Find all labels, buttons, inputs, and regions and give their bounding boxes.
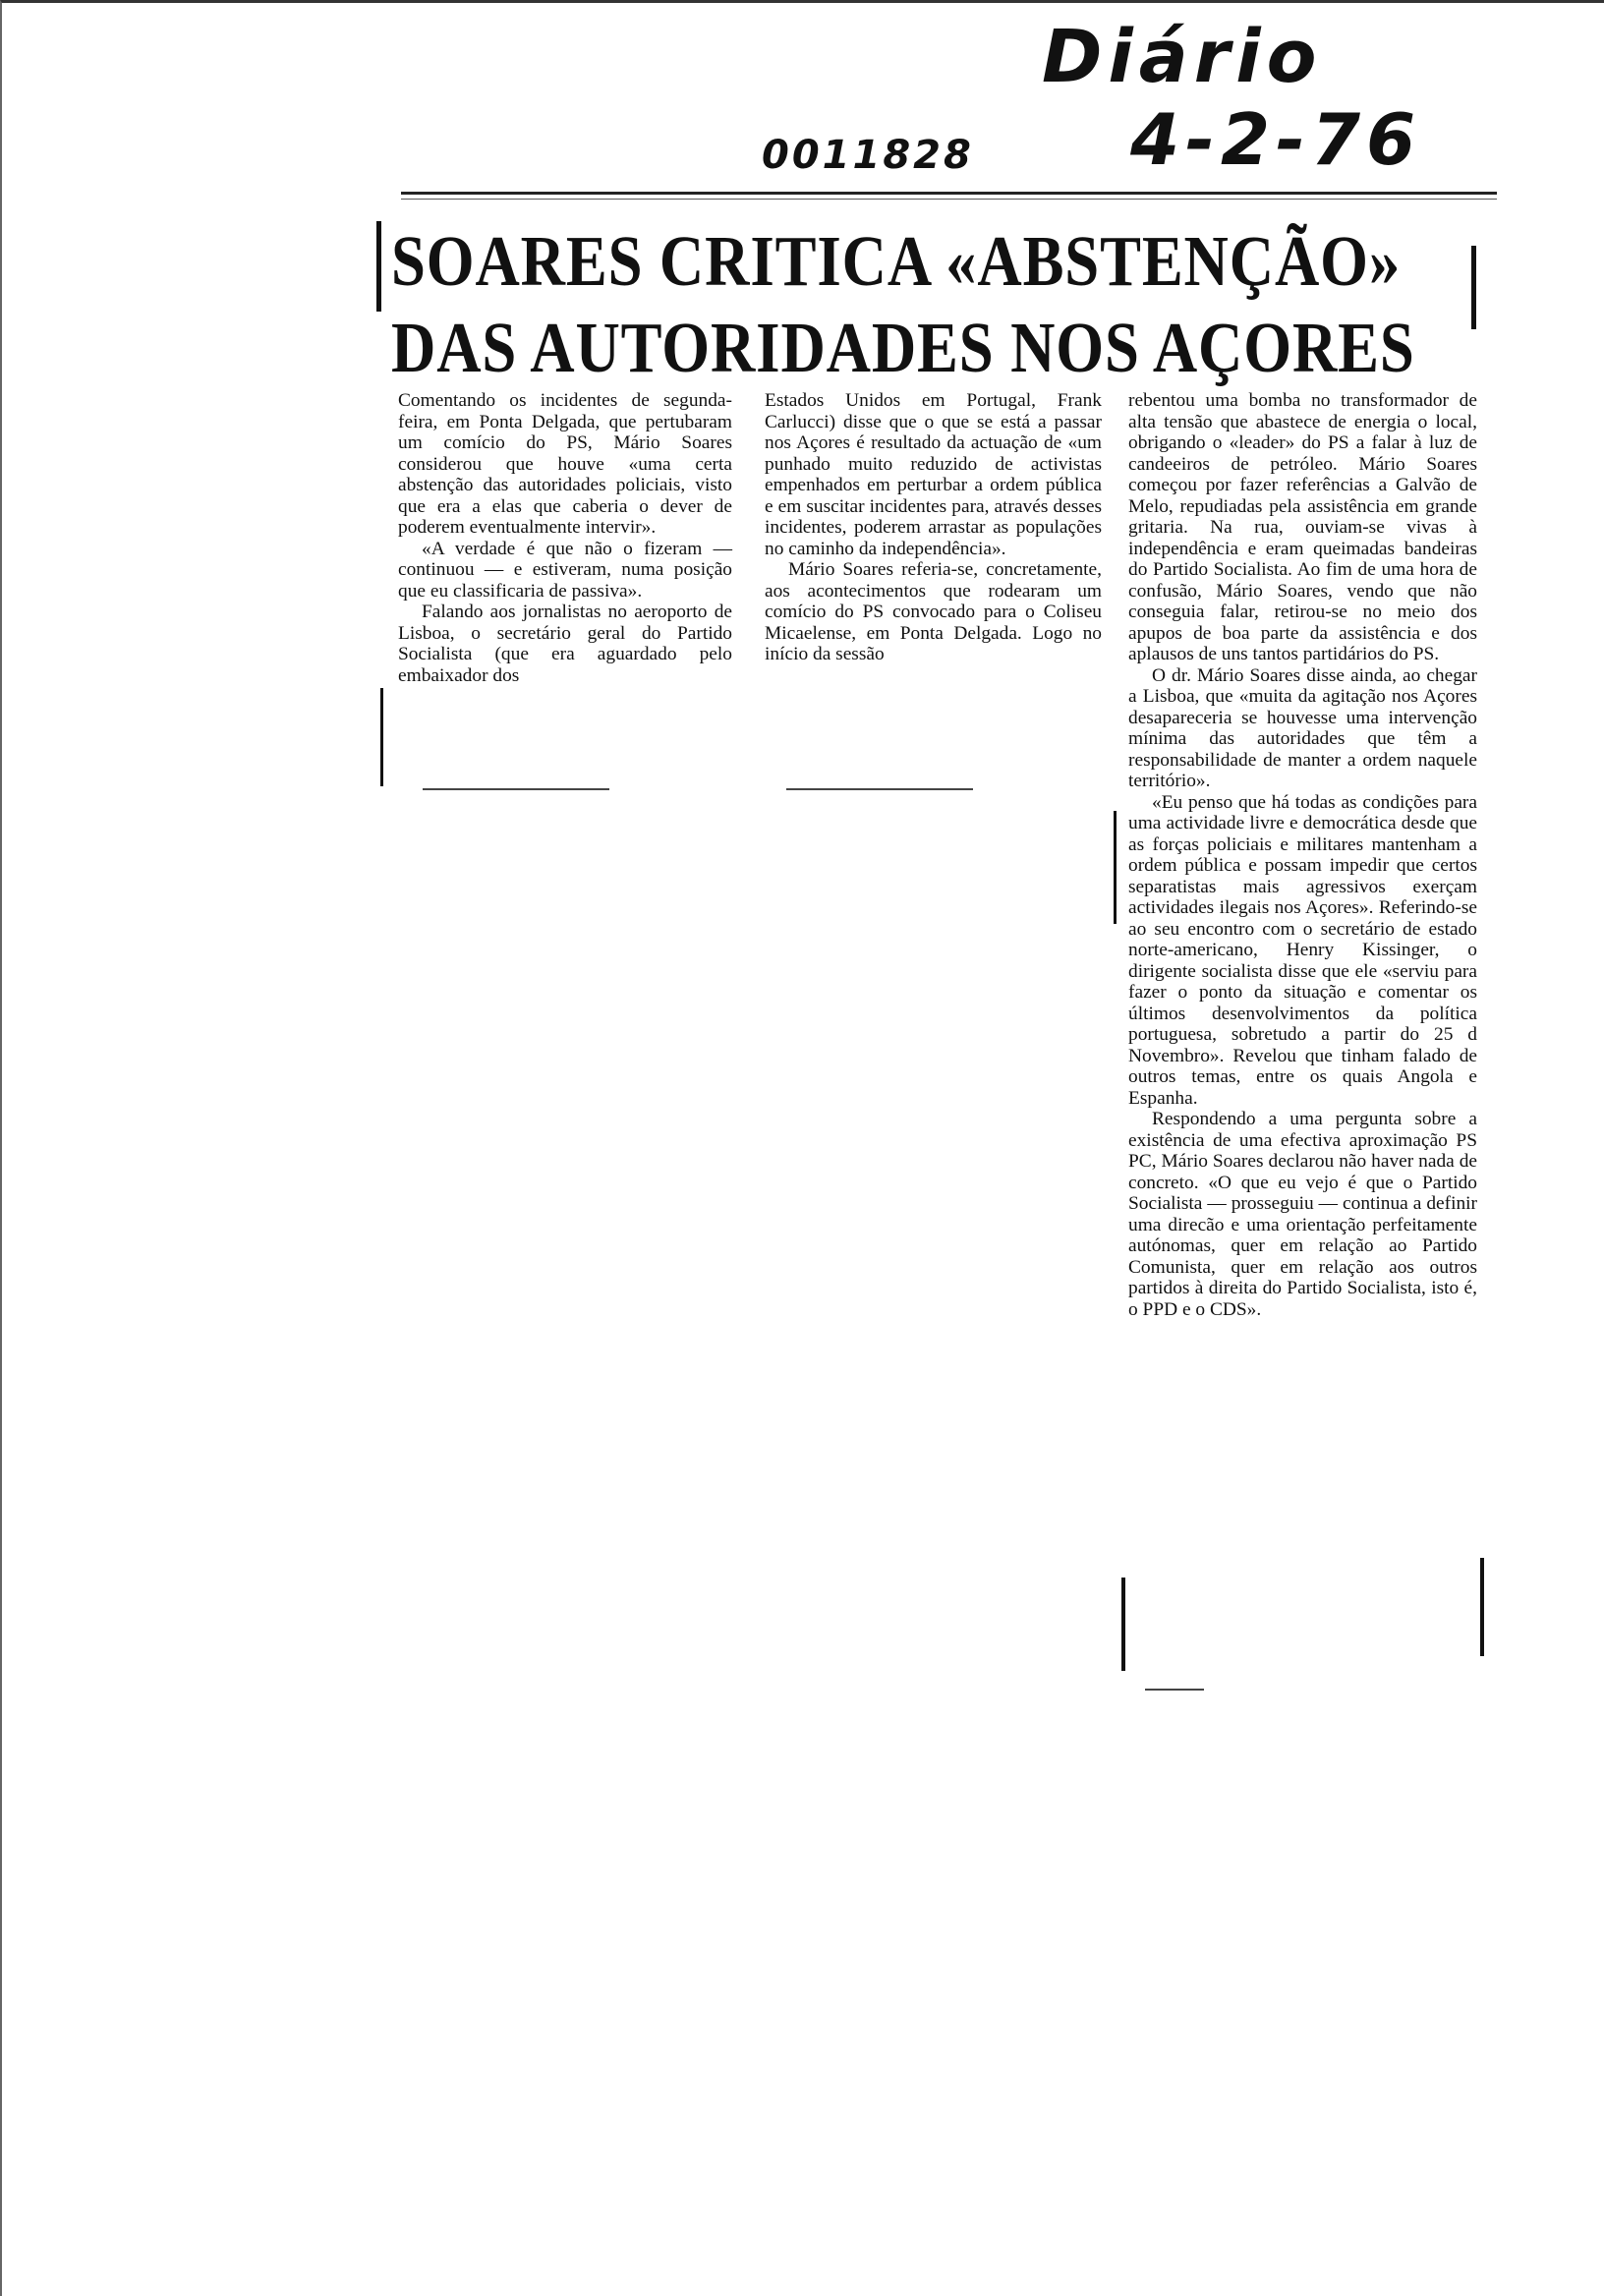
- article-headline: [391, 218, 1482, 391]
- margin-mark: [1121, 1578, 1125, 1671]
- paragraph: Mário Soares referia-se, concretamente, aos acontecimentos que rodearam um comício do PS convocado para o Coliseu Micaelense, em Ponta Delgada. Logo no início da sessão: [765, 559, 1102, 664]
- handwritten-reference-number: 0011828: [762, 133, 974, 178]
- top-rule: [401, 192, 1497, 200]
- article-column-2: [765, 390, 1102, 665]
- article-column-3: [1128, 390, 1477, 1320]
- paragraph: «Eu penso que há todas as condições para uma actividade livre e democrática desde que as forças policiais e militares mantenham a ordem pública e possam impedir que certos separatistas mais agressivos exerçam actividades ilegais nos Açores». Referindo-se ao seu encontro com o secretário de estado norte-americano, Henry Kissinger, o dirigente socialista disse que ele «serviu para fazer o ponto da situação e comentar os últimos desenvolvimentos da política portuguesa, sobretudo a partir do 25 d Novembro». Revelou que tinham falado de outros temas, entre os quais Angola e Espanha.: [1128, 791, 1477, 1109]
- article-column-1: [398, 390, 732, 686]
- headline-line-1: SOARES CRITICA «ABSTENÇÃO»: [391, 221, 1402, 301]
- paragraph: Comentando os incidentes de segunda-feira, em Ponta Delgada, que pertubaram um comício do PS, Mário Soares considerou que houve «uma certa abstenção das autoridades policiais, visto que era a elas que caberia o dever de poderem eventualmente intervir».: [398, 390, 732, 538]
- margin-mark: [1480, 1558, 1484, 1656]
- paragraph: O dr. Mário Soares disse ainda, ao chegar a Lisboa, que «muita da agitação nos Açores desapareceria se houvesse uma intervenção mínima das autoridades que têm a responsabilidade de manter a ordem naquele território».: [1128, 664, 1477, 791]
- column-end-rule: [1145, 1689, 1204, 1691]
- margin-mark: [1114, 811, 1117, 924]
- paragraph: Respondendo a uma pergunta sobre a existência de uma efectiva aproximação PS PC, Mário Soares declarou não haver nada de concreto. «O que eu vejo é que o Partido Socialista — prosseguiu — continua a definir uma direcão e uma orientação perfeitamente autónomas, quer em relação ao Partido Comunista, quer em relação aos outros partidos à direita do Partido Socialista, isto é, o PPD e o CDS».: [1128, 1109, 1477, 1320]
- margin-mark: [380, 688, 383, 786]
- paragraph: Estados Unidos em Portugal, Frank Carlucci) disse que o que se está a passar nos Açores é resultado da actuação de «um punhado muito reduzido de activistas empenhados em perturbar a ordem pública e em suscitar incidentes para, através desses incidentes, poderem arrastar as populações no caminho da independência».: [765, 390, 1102, 559]
- headline-line-2: DAS AUTORIDADES NOS AÇORES: [391, 308, 1415, 387]
- column-end-rule: [423, 788, 609, 790]
- paragraph: «A verdade é que não o fizeram — continuou — e estiveram, numa posição que eu classificaria de passiva».: [398, 538, 732, 602]
- column-end-rule: [786, 788, 973, 790]
- handwritten-date: 4-2-76: [1130, 98, 1422, 181]
- margin-mark: [376, 221, 381, 312]
- paragraph: rebentou uma bomba no transformador de alta tensão que abastece de energia o local, obrigando o «leader» do PS a falar à luz de candeeiros de petróleo. Mário Soares começou por fazer referências a Galvão de Melo, repudiadas pela assistência em grande gritaria. Na rua, ouviam-se vivas à independência e eram queimadas bandeiras do Partido Socialista. Ao fim de uma hora de confusão, Mário Soares, vendo que não conseguia falar, retirou-se no meio dos apupos de boa parte da assistência e dos aplausos de uns tantos partidários do PS.: [1128, 390, 1477, 664]
- paragraph: Falando aos jornalistas no aeroporto de Lisboa, o secretário geral do Partido Socialista (que era aguardado pelo embaixador dos: [398, 602, 732, 686]
- handwritten-newspaper-name: Diário: [1042, 15, 1323, 99]
